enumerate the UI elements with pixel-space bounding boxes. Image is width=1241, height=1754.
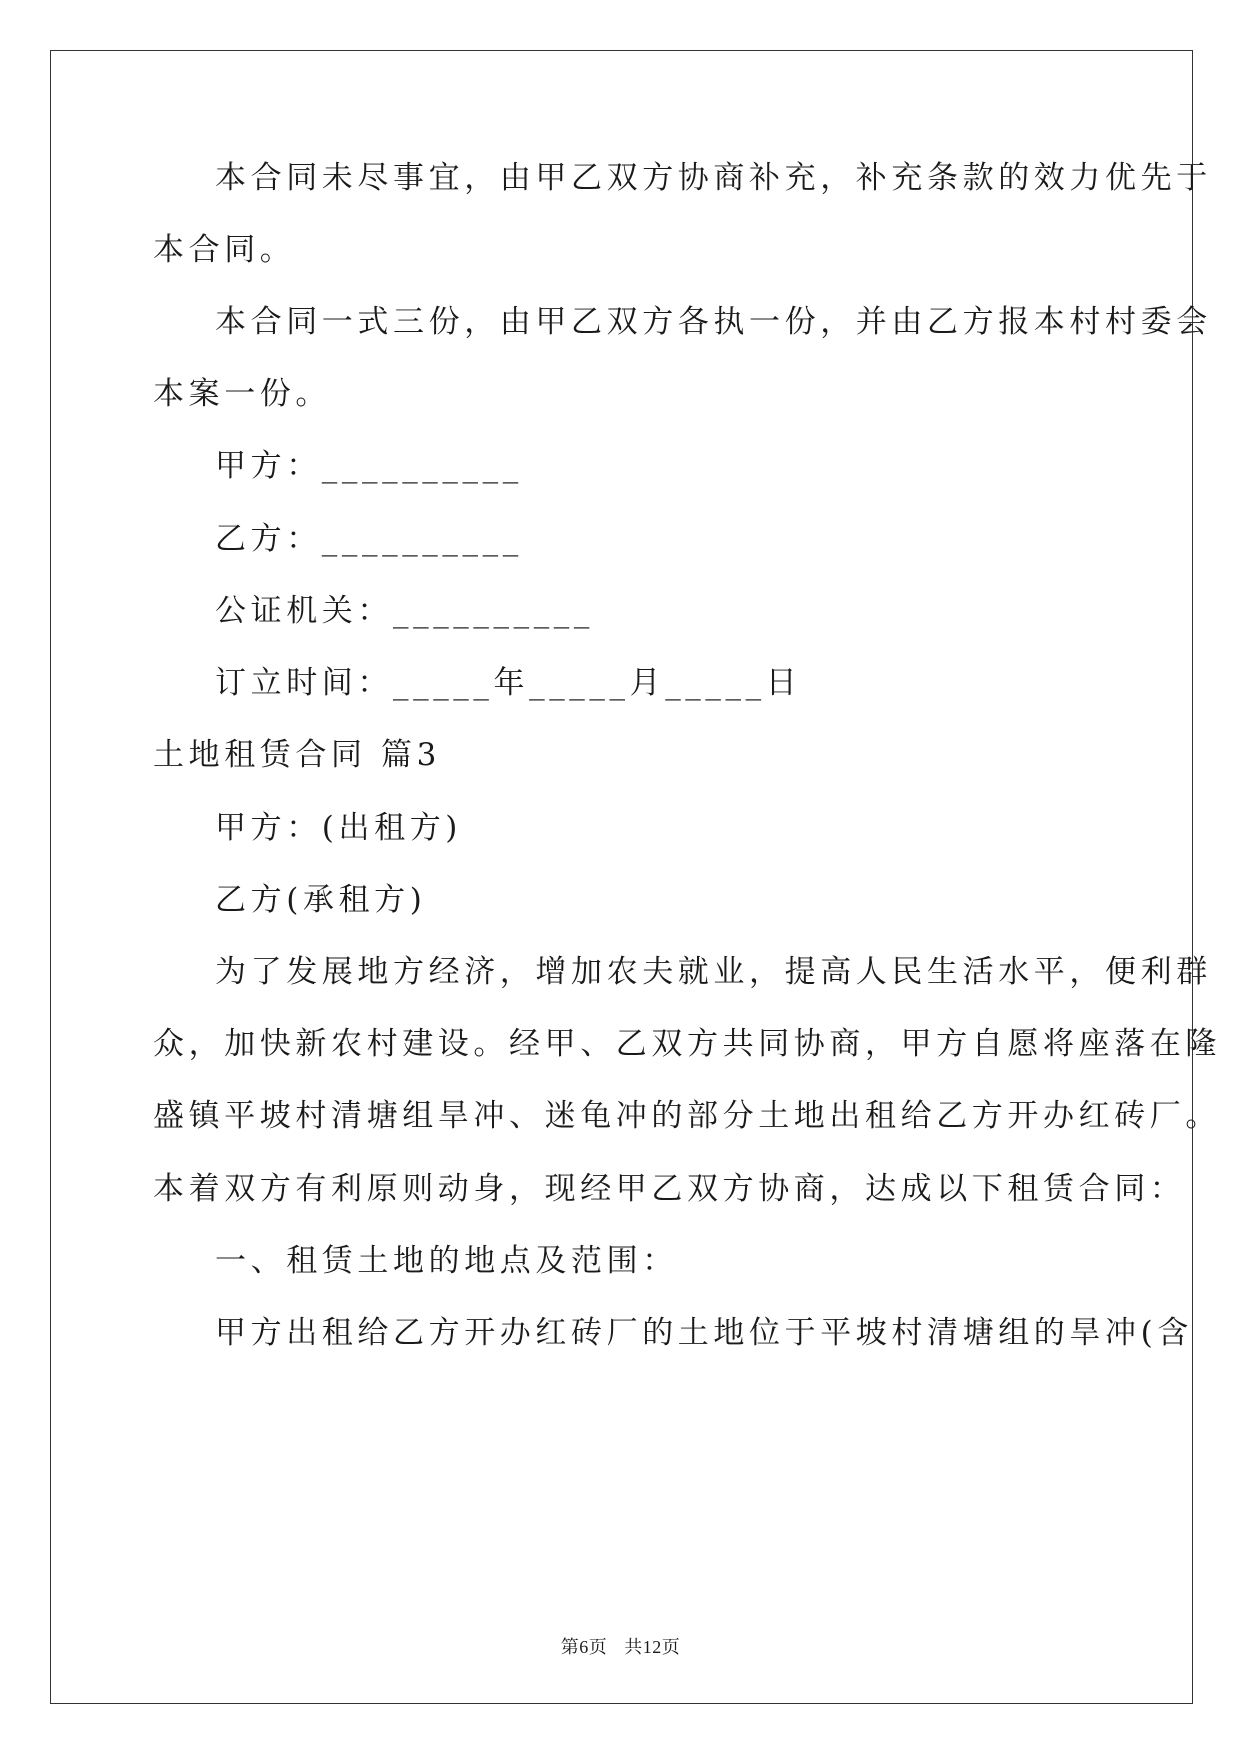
party-b-label: 乙方(承租方) bbox=[215, 882, 427, 918]
page-footer bbox=[0, 1633, 1241, 1659]
page-border bbox=[50, 50, 1193, 1704]
signing-date-line: 订立时间：_____年_____月_____日 bbox=[215, 665, 802, 701]
paragraph-line: 为了发展地方经济，增加农夫就业，提高人民生活水平，便利群 bbox=[215, 954, 1212, 990]
paragraph-line: 本合同未尽事宜，由甲乙双方协商补充，补充条款的效力优先于 bbox=[215, 160, 1212, 196]
party-a-label: 甲方：(出租方) bbox=[215, 810, 462, 846]
paragraph-line: 众，加快新农村建设。经甲、乙双方共同协商，甲方自愿将座落在隆 bbox=[153, 1026, 1221, 1062]
paragraph-line: 本合同一式三份，由甲乙双方各执一份，并由乙方报本村村委会 bbox=[215, 304, 1212, 340]
clause-heading: 一、租赁土地的地点及范围： bbox=[215, 1243, 678, 1279]
paragraph-line: 盛镇平坡村清塘组旱冲、迷龟冲的部分土地出租给乙方开办红砖厂。 bbox=[153, 1098, 1221, 1134]
paragraph-line: 甲方出租给乙方开办红砖厂的土地位于平坡村清塘组的旱冲(含 bbox=[215, 1315, 1193, 1351]
page-number-total: 共12页 bbox=[624, 1637, 681, 1657]
paragraph-line: 本案一份。 bbox=[153, 376, 331, 412]
notary-signature-line: 公证机关：__________ bbox=[215, 593, 594, 629]
paragraph-line: 本合同。 bbox=[153, 232, 296, 268]
paragraph-line: 本着双方有利原则动身，现经甲乙双方协商，达成以下租赁合同： bbox=[153, 1171, 1186, 1207]
party-b-signature-line: 乙方：__________ bbox=[215, 521, 523, 557]
page-number-current: 第6页 bbox=[560, 1637, 608, 1657]
section-heading: 土地租赁合同 篇3 bbox=[153, 737, 441, 773]
party-a-signature-line: 甲方：__________ bbox=[215, 448, 523, 484]
